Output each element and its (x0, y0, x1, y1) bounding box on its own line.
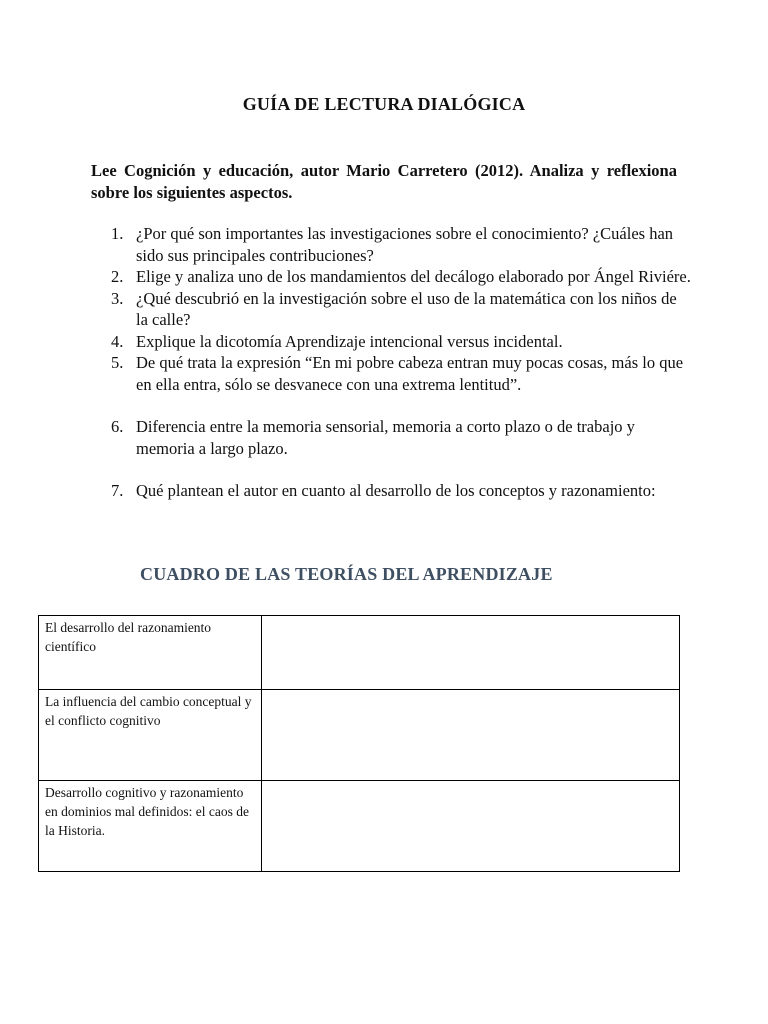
question-item (91, 331, 691, 353)
question-item (91, 266, 691, 288)
question-number: 1. (111, 224, 124, 243)
question-number: 3. (111, 288, 124, 308)
question-number: 2. (111, 267, 124, 286)
document-title: GUÍA DE LECTURA DIALÓGICA (242, 94, 526, 114)
question-item (91, 480, 691, 502)
question-text: Explique la dicotomía Aprendizaje intencional versus incidental. (136, 331, 563, 351)
answer-cell[interactable] (262, 616, 680, 690)
answer-cell[interactable] (262, 690, 680, 781)
row-label-cell: El desarrollo del razonamiento científico (39, 616, 262, 690)
question-text: Qué plantean el autor en cuanto al desarrollo de los conceptos y razonamiento: (136, 481, 656, 500)
question-list (91, 223, 691, 502)
question-item (91, 416, 691, 459)
question-item (91, 288, 691, 331)
section-subtitle: CUADRO DE LAS TEORÍAS DEL APRENDIZAJE (140, 564, 553, 584)
question-number: 4. (111, 331, 124, 351)
row-label-cell: Desarrollo cognitivo y razonamiento en dominios mal definidos: el caos de la Historia. (39, 781, 262, 872)
question-text: Diferencia entre la memoria sensorial, memoria a corto plazo o de trabajo y memoria a largo plazo. (136, 417, 635, 458)
table-row (39, 616, 680, 690)
table-row (39, 690, 680, 781)
question-item (91, 223, 691, 266)
question-number: 5. (111, 353, 124, 372)
theories-table (38, 615, 680, 872)
question-item (91, 352, 691, 395)
row-label-cell: La influencia del cambio conceptual y el conflicto cognitivo (39, 690, 262, 781)
question-number: 6. (111, 417, 124, 436)
question-number: 7. (111, 481, 124, 500)
question-text: ¿Por qué son importantes las investigaciones sobre el conocimiento? ¿Cuáles han sido sus principales contribuciones? (136, 224, 674, 265)
answer-cell[interactable] (262, 781, 680, 872)
question-text: Elige y analiza uno de los mandamientos del decálogo elaborado por Ángel Riviére. (136, 267, 691, 286)
intro-paragraph: Lee Cognición y educación, autor Mario Carretero (2012). Analiza y reflexiona sobre los siguientes aspectos. (91, 161, 677, 202)
table-row (39, 781, 680, 872)
question-text: De qué trata la expresión “En mi pobre cabeza entran muy pocas cosas, más lo que en ella entra, sólo se desvanece con una extrema lentitud”. (136, 353, 684, 394)
question-text: ¿Qué descubrió en la investigación sobre el uso de la matemática con los niños de la calle? (136, 288, 677, 329)
